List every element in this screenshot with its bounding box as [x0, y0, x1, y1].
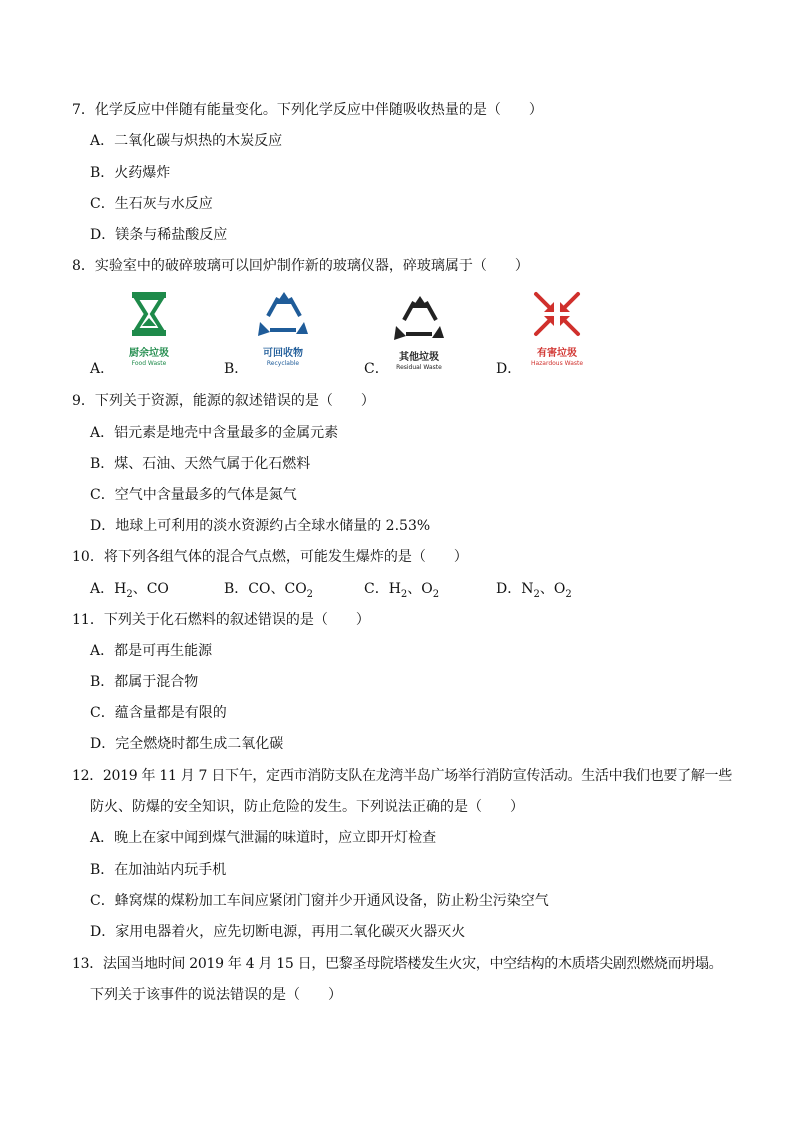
option-letter: A．: [90, 361, 115, 377]
question-10-option-b: B．CO、$CO_2$: [224, 581, 314, 600]
question-12-option-d: D．家用电器着火，应先切断电源，再用二氧化碳灭火器灭火: [90, 924, 466, 940]
question-11-stem: 11．下列关于化石燃料的叙述错误的是（ ）: [72, 612, 370, 628]
question-8-stem: 8．实验室中的破碎玻璃可以回炉制作新的玻璃仪器，碎玻璃属于（ ）: [72, 258, 529, 274]
category-label-en: Residual Waste: [396, 364, 442, 371]
question-8-option-d: [496, 288, 616, 380]
option-letter: B．: [224, 361, 249, 377]
category-label: 可回收物: [263, 348, 303, 359]
category-label: 厨余垃圾: [129, 348, 169, 359]
question-12-option-b: B．在加油站内玩手机: [90, 862, 227, 878]
question-10-option-c: C．$H_2$、$O_2$: [364, 581, 440, 600]
category-label-en: Hazardous Waste: [530, 360, 584, 367]
question-10-option-a: A．$H_2$、CO: [90, 581, 169, 600]
question-9-option-c: C．空气中含量最多的气体是氮气: [90, 487, 297, 503]
question-9-option-a: A．铝元素是地壳中含量最多的金属元素: [90, 425, 339, 441]
question-11-option-a: A．都是可再生能源: [90, 643, 213, 659]
question-7-option-b: B．火药爆炸: [90, 165, 171, 181]
category-label: 有害垃圾: [537, 348, 577, 359]
question-10-options: [90, 579, 650, 599]
question-7-stem: 7．化学反应中伴随有能量变化。下列化学反应中伴随吸收热量的是（ ）: [72, 102, 543, 118]
question-11-option-b: B．都属于混合物: [90, 674, 199, 690]
question-8-option-a: [90, 288, 210, 380]
question-9-option-d: D．地球上可利用的淡水资源约占全球水储量的 2.53%: [90, 518, 431, 534]
option-letter: D．: [496, 361, 522, 377]
category-label-en: Recyclable: [266, 360, 300, 367]
question-8-option-b: [224, 288, 344, 380]
question-7-option-c: C．生石灰与水反应: [90, 196, 213, 212]
question-8-option-c: [364, 288, 484, 380]
question-7-option-d: D．镁条与稀盐酸反应: [90, 227, 228, 243]
question-7-option-a: A．二氧化碳与炽热的木炭反应: [90, 133, 283, 149]
question-9-option-b: B．煤、石油、天然气属于化石燃料: [90, 456, 311, 472]
question-11-option-d: D．完全燃烧时都生成二氧化碳: [90, 736, 284, 752]
question-13-stem-line-1: 13．法国当地时间 2019 年 4 月 15 日，巴黎圣母院塔楼发生火灾，中空结构的木质塔尖剧烈燃烧而坍塌。: [72, 956, 723, 972]
question-12-stem-line-2: 防火、防爆的安全知识，防止危险的发生。下列说法正确的是（ ）: [90, 799, 524, 815]
category-label: 其他垃圾: [399, 352, 439, 363]
recycle-icon: [248, 288, 318, 342]
question-12-option-a: A．晚上在家中闻到煤气泄漏的味道时，应立即开灯检查: [90, 830, 437, 846]
hourglass-icon: [114, 288, 184, 342]
category-label-en: Food Waste: [131, 360, 167, 367]
option-letter: C．: [364, 361, 389, 377]
hazard-arrows-icon: [522, 288, 592, 342]
question-12-option-c: C．蜂窝煤的煤粉加工车间应紧闭门窗并少开通风设备，防止粉尘污染空气: [90, 893, 549, 909]
question-13-stem-line-2: 下列关于该事件的说法错误的是（ ）: [90, 987, 342, 1003]
question-11-option-c: C．蕴含量都是有限的: [90, 705, 227, 721]
recycle-icon: [384, 292, 454, 346]
question-9-stem: 9．下列关于资源，能源的叙述错误的是（ ）: [72, 393, 375, 409]
question-10-option-d: D．$N_2$、$O_2$: [496, 581, 572, 600]
question-10-stem: 10．将下列各组气体的混合气点燃，可能发生爆炸的是（ ）: [72, 549, 468, 565]
question-12-stem-line-1: 12．2019 年 11 月 7 日下午，定西市消防支队在龙湾半岛广场举行消防宣传活动。生活中我们也要了解一些: [72, 768, 732, 784]
question-8-options: [0, 288, 794, 380]
